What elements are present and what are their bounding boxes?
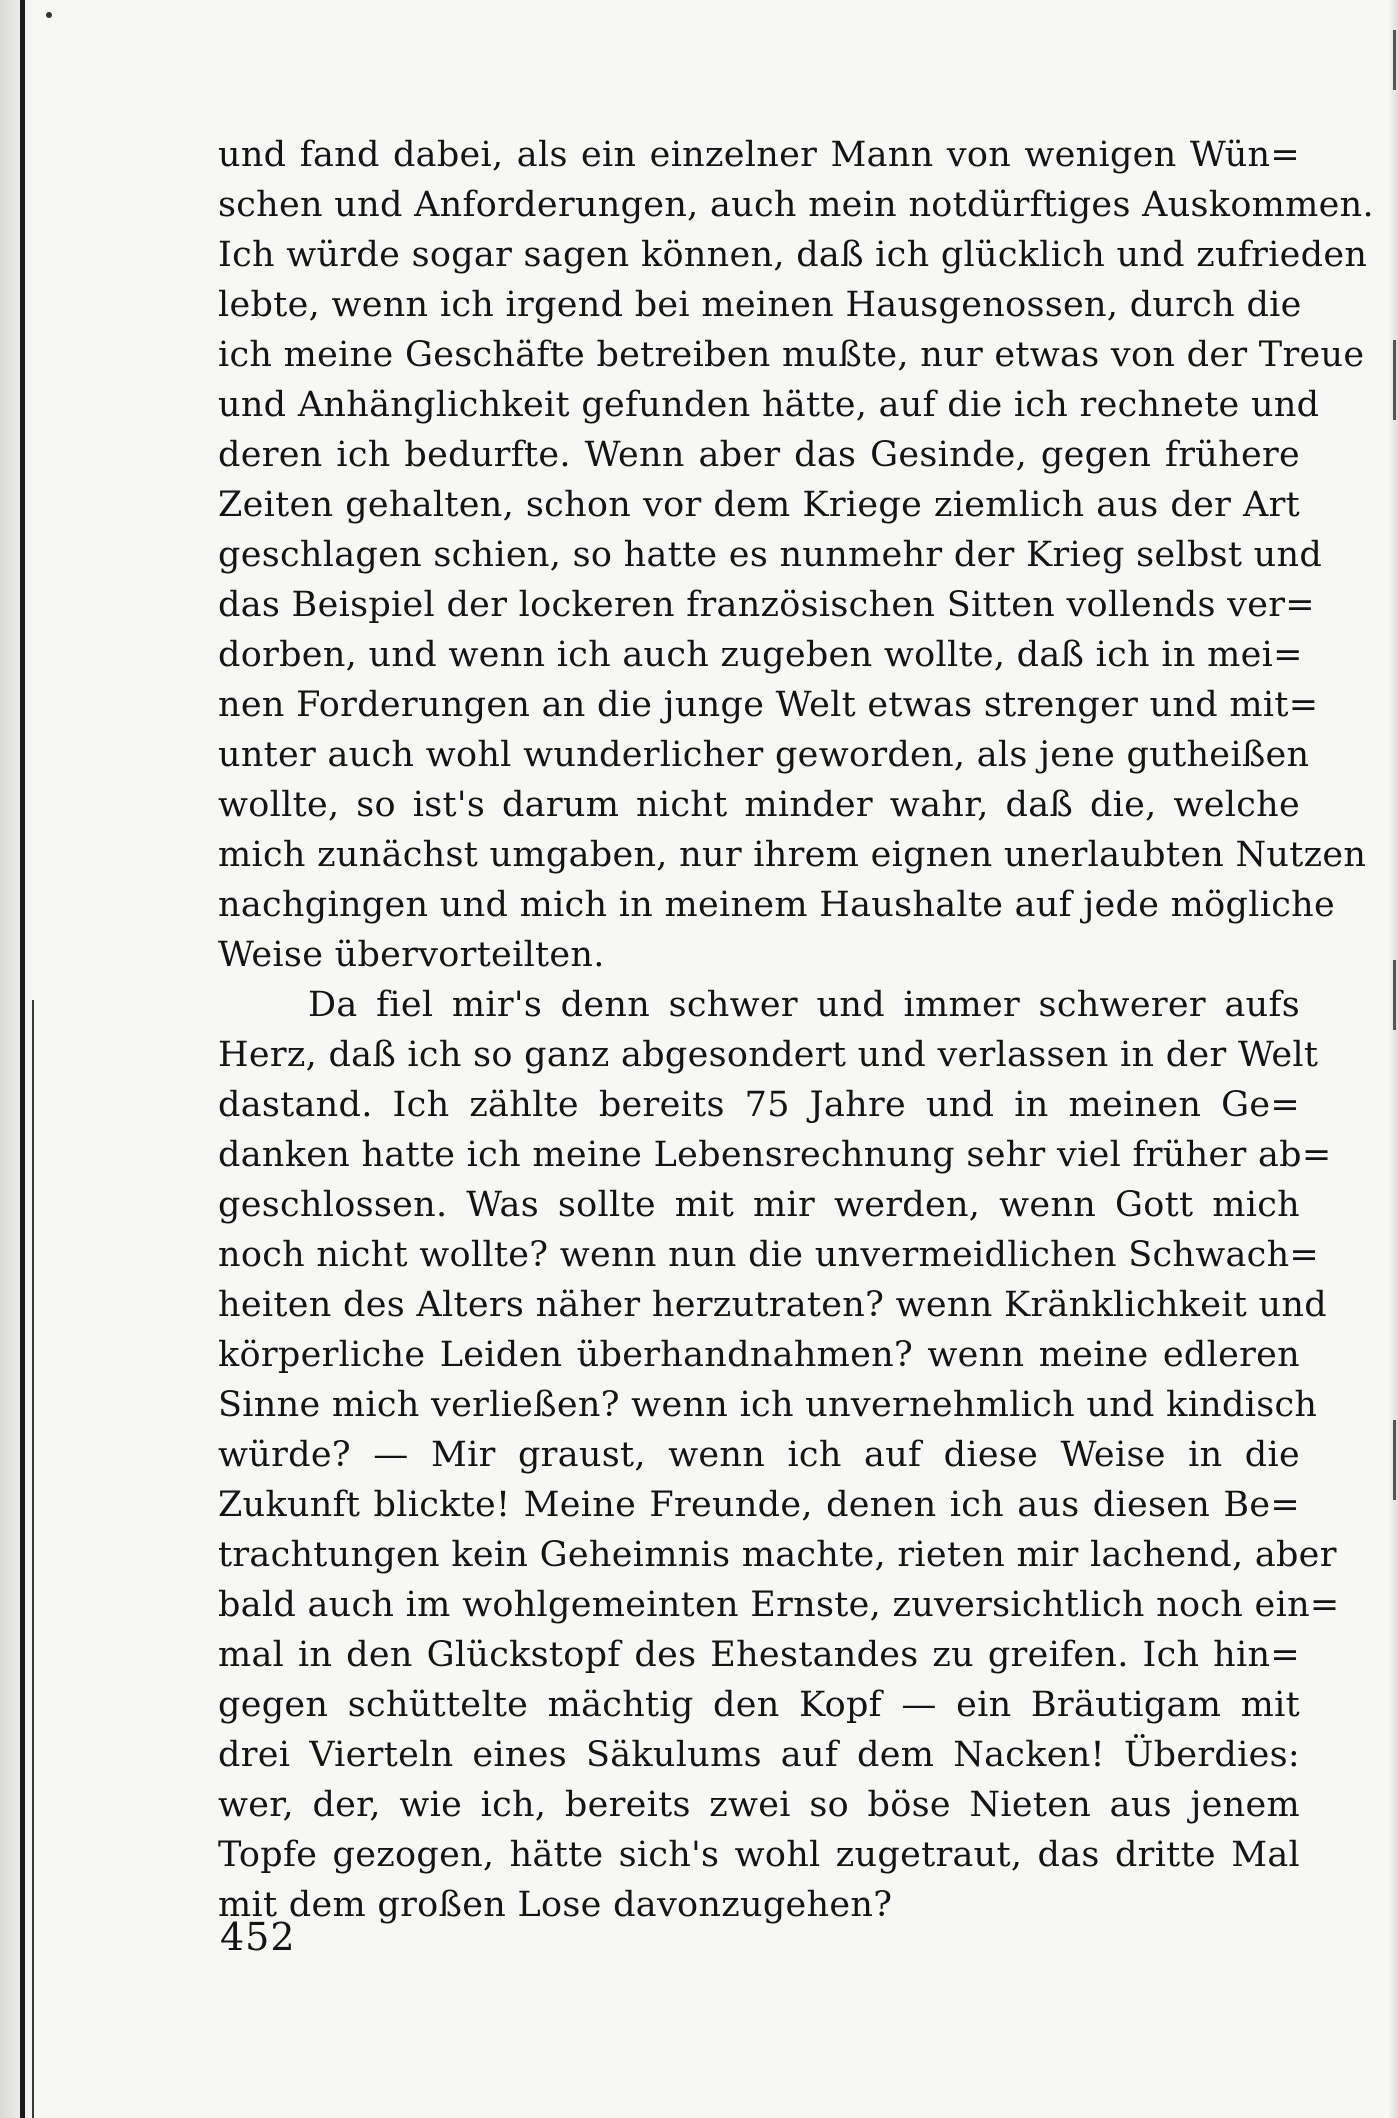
scan-edge-mark	[1393, 1420, 1396, 1500]
text-line: dorben, und wenn ich auch zugeben wollte, daß ich in mei=	[218, 635, 1303, 675]
text-line: danken hatte ich meine Lebensrechnung sehr viel früher ab=	[218, 1135, 1332, 1175]
text-line: nen Forderungen an die junge Welt etwas strenger und mit=	[218, 685, 1319, 725]
text-line: würde? — Mir graust, wenn ich auf diese Weise in die	[218, 1435, 1300, 1475]
text-line: trachtungen kein Geheimnis machte, rieten mir lachend, aber	[218, 1535, 1337, 1575]
text-line: noch nicht wollte? wenn nun die unvermeidlichen Schwach=	[218, 1235, 1320, 1275]
paragraph-1	[218, 130, 1374, 980]
scan-edge-mark	[1393, 340, 1396, 420]
text-line: ich meine Geschäfte betreiben mußte, nur etwas von der Treue	[218, 335, 1365, 375]
text-line: wer, der, wie ich, bereits zwei so böse Nieten aus jenem	[218, 1785, 1300, 1825]
text-line: Sinne mich verließen? wenn ich unvernehmlich und kindisch	[218, 1385, 1318, 1425]
text-line: Topfe gezogen, hätte sich's wohl zugetraut, das dritte Mal	[218, 1835, 1300, 1875]
text-line: deren ich bedurfte. Wenn aber das Gesinde, gegen frühere	[218, 435, 1300, 475]
text-line: mit dem großen Lose davonzugehen?	[218, 1885, 893, 1925]
text-line: das Beispiel der lockeren französischen Sitten vollends ver=	[218, 585, 1315, 625]
text-line: mal in den Glückstopf des Ehestandes zu greifen. Ich hin=	[218, 1635, 1300, 1675]
paragraph-2	[218, 980, 1340, 1930]
text-line: Ich würde sogar sagen können, daß ich glücklich und zufrieden	[218, 235, 1368, 275]
text-line: drei Vierteln eines Säkulums auf dem Nacken! Überdies:	[218, 1735, 1300, 1775]
text-line: Weise übervorteilten.	[218, 935, 605, 975]
text-line: geschlossen. Was sollte mit mir werden, wenn Gott mich	[218, 1185, 1300, 1225]
text-line: und Anhänglichkeit gefunden hätte, auf die ich rechnete und	[218, 385, 1320, 425]
page-body-text	[218, 130, 1374, 1930]
text-line: heiten des Alters näher herzutraten? wenn Kränklichkeit und	[218, 1285, 1327, 1325]
scan-speck	[46, 12, 52, 18]
text-line: körperliche Leiden überhandnahmen? wenn meine edleren	[218, 1335, 1300, 1375]
scan-edge-left	[0, 0, 34, 2118]
scan-edge-right	[1388, 0, 1398, 2118]
text-line: dastand. Ich zählte bereits 75 Jahre und in meinen Ge=	[218, 1085, 1300, 1125]
text-line: wollte, so ist's darum nicht minder wahr, daß die, welche	[218, 785, 1300, 825]
text-line: lebte, wenn ich irgend bei meinen Hausgenossen, durch die	[218, 285, 1302, 325]
text-line: geschlagen schien, so hatte es nunmehr der Krieg selbst und	[218, 535, 1323, 575]
text-line: mich zunächst umgaben, nur ihrem eignen unerlaubten Nutzen	[218, 835, 1367, 875]
binding-line	[20, 0, 25, 2118]
scan-edge-mark	[1393, 30, 1396, 90]
text-line: Herz, daß ich so ganz abgesondert und verlassen in der Welt	[218, 1035, 1319, 1075]
text-line: und fand dabei, als ein einzelner Mann von wenigen Wün=	[218, 135, 1300, 175]
text-line: schen und Anforderungen, auch mein notdürftiges Auskommen.	[218, 185, 1374, 225]
page-number: 452	[220, 1915, 296, 1959]
text-line: nachgingen und mich in meinem Haushalte auf jede mögliche	[218, 885, 1335, 925]
text-line: unter auch wohl wunderlicher geworden, als jene gutheißen	[218, 735, 1310, 775]
text-line: bald auch im wohlgemeinten Ernste, zuversichtlich noch ein=	[218, 1585, 1340, 1625]
scan-edge-mark	[1393, 960, 1396, 1030]
text-line: Zeiten gehalten, schon vor dem Kriege ziemlich aus der Art	[218, 485, 1300, 525]
text-line: Da fiel mir's denn schwer und immer schwerer aufs	[308, 985, 1300, 1025]
text-line: Zukunft blickte! Meine Freunde, denen ich aus diesen Be=	[218, 1485, 1300, 1525]
binding-shadow-line	[32, 1000, 34, 2118]
text-line: gegen schüttelte mächtig den Kopf — ein Bräutigam mit	[218, 1685, 1300, 1725]
